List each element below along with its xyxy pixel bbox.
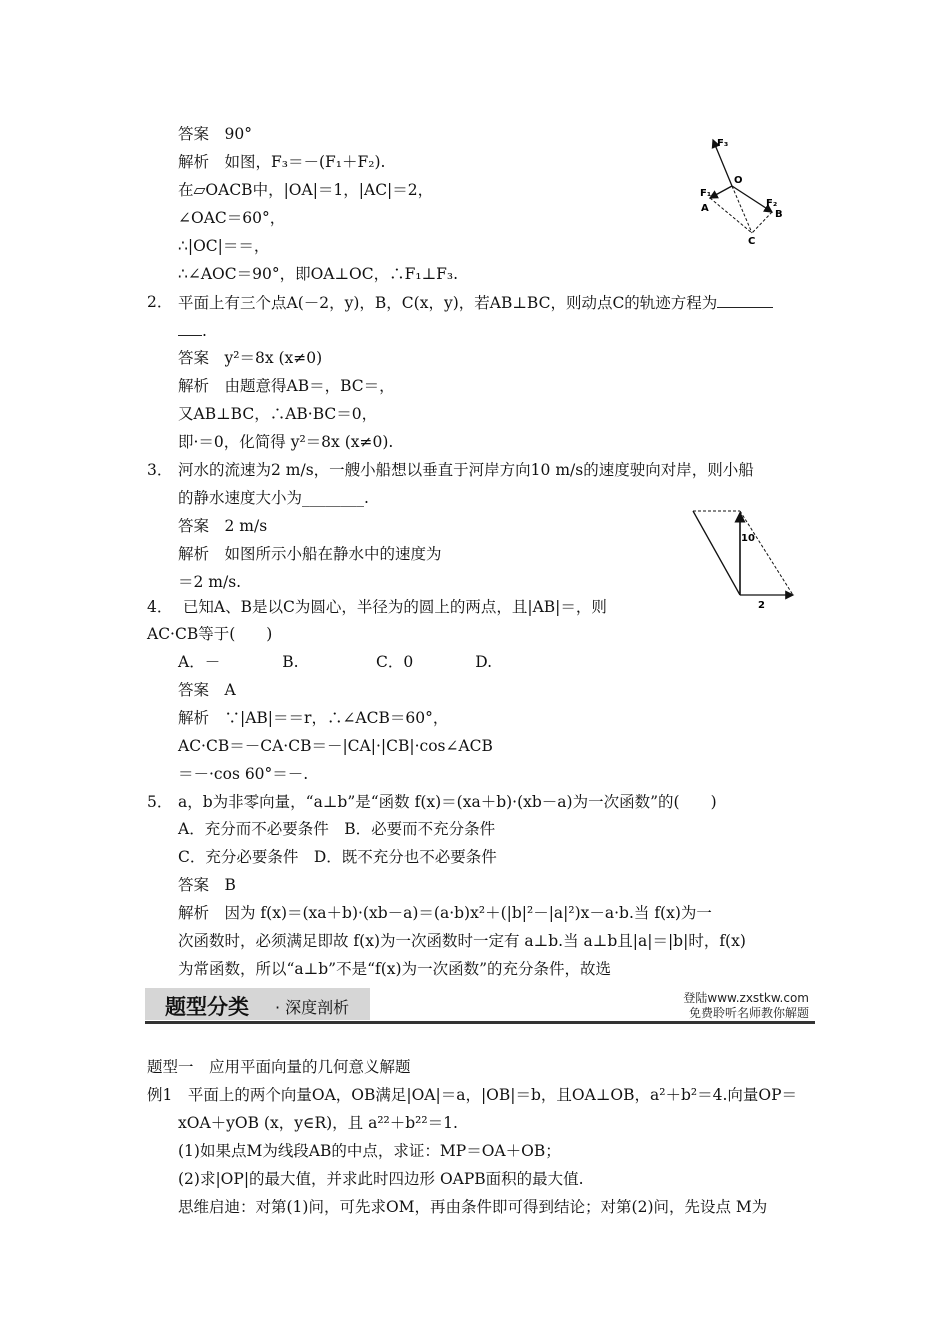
velocity-diagram <box>688 505 800 613</box>
q2-stem: 平面上有三个点A(－2，y)，B，C(x，y)，若AB⊥BC，则动点C的轨迹方程为 <box>178 292 773 313</box>
right-side <box>740 511 793 595</box>
q4-answer: 答案 A <box>178 681 236 699</box>
q4-number: 4． <box>147 598 173 616</box>
q4-analysis-3: ＝－·cos 60°＝－. <box>178 765 309 783</box>
banner-rule <box>145 1021 815 1024</box>
q4-stem-2: AC·CB等于( ) <box>147 625 273 643</box>
q4-options: A．－ B. C．0 D. <box>178 653 493 671</box>
q2-number: 2． <box>147 293 173 311</box>
ac-side <box>710 198 752 233</box>
label-10: 10 <box>741 533 755 544</box>
f1-vector <box>710 186 732 198</box>
q3-analysis-1: 解析 如图所示小船在静水中的速度为 <box>178 545 442 563</box>
q1-analysis-5: ∴∠AOC＝90°，即OA⊥OC，∴F₁⊥F₃. <box>178 265 459 283</box>
q1-answer: 答案 90° <box>178 125 252 143</box>
label-c: C <box>748 236 756 247</box>
banner-subtitle: · 深度剖析 <box>275 998 350 1017</box>
q5-number: 5． <box>147 793 173 811</box>
q3-answer: 答案 2 m/s <box>178 517 268 535</box>
q2-analysis-3: 即·＝0，化简得 y²＝8x (x≠0). <box>178 433 394 451</box>
q5-options-1: A．充分而不必要条件 B．必要而不充分条件 <box>178 820 496 838</box>
q5-analysis-2: 次函数时，必须满足即故 f(x)为一次函数时一定有 a⊥b.当 a⊥b且|a|＝|b|时，f(x) <box>178 932 746 950</box>
q1-analysis-3: ∠OAC＝60°， <box>178 209 286 227</box>
q4-analysis-2: AC·CB＝－CA·CB＝－|CA|·|CB|·cos∠ACB <box>178 737 493 755</box>
label-f2: F₂ <box>766 198 778 209</box>
section-heading: 题型一 应用平面向量的几何意义解题 <box>147 1058 411 1076</box>
force-diagram <box>690 128 800 250</box>
q5-options-2: C．充分必要条件 D．既不充分也不必要条件 <box>178 848 497 866</box>
bc-side <box>752 212 772 233</box>
label-2: 2 <box>758 600 765 611</box>
q2-blank-end: . <box>178 320 207 341</box>
q5-analysis-3: 为常函数，所以“a⊥b”不是“f(x)为一次函数”的充分条件，故选 <box>178 960 612 978</box>
q3-stem-1: 河水的流速为2 m/s，一艘小船想以垂直于河岸方向10 m/s的速度驶向对岸，则小船 <box>178 461 754 479</box>
q1-analysis-2: 在▱OACB中，|OA|＝1，|AC|＝2， <box>178 181 434 199</box>
label-f1: F₁ <box>700 188 712 199</box>
banner-title: 题型分类 <box>165 995 249 1019</box>
banner-tagline: 免费聆听名师教你解题 <box>688 1006 809 1020</box>
section-banner <box>145 985 815 1027</box>
q3-number: 3． <box>147 461 173 479</box>
label-a: A <box>701 203 709 214</box>
q3-analysis-2: ＝2 m/s. <box>178 573 242 591</box>
q1-analysis-4: ∴|OC|＝＝， <box>178 237 270 255</box>
example1-part-2: (2)求|OP|的最大值，并求此时四边形 OAPB面积的最大值. <box>178 1170 584 1188</box>
q4-stem-1: 已知A、B是以C为圆心，半径为的圆上的两点，且|AB|＝，则 <box>178 598 607 616</box>
left-side <box>693 511 740 595</box>
hint-line: 思维启迪：对第(1)问，可先求OM，再由条件即可得到结论；对第(2)问，先设点 M为 <box>178 1198 768 1216</box>
q2-answer: 答案 y²＝8x (x≠0) <box>178 349 323 367</box>
q2-analysis-2: 又AB⊥BC，∴AB·BC＝0， <box>178 405 378 423</box>
label-o: O <box>734 175 743 186</box>
q1-analysis-1: 解析 如图，F₃＝－(F₁＋F₂). <box>178 153 386 171</box>
q2-analysis-1: 解析 由题意得AB＝，BC＝， <box>178 377 395 395</box>
label-b: B <box>775 209 783 220</box>
banner-site-link: 登陆www.zxstkw.com <box>683 991 809 1005</box>
label-f3: F₃ <box>717 138 729 149</box>
q5-stem: a，b为非零向量，“a⊥b”是“函数 f(x)＝(xa＋b)·(xb－a)为一次函数”的( ) <box>178 793 717 811</box>
q5-answer: 答案 B <box>178 876 236 894</box>
example1-line-2: xOA＋yOB (x，y∈R)，且 a²²＋b²²＝1. <box>178 1114 458 1132</box>
example1-part-1: (1)如果点M为线段AB的中点，求证：MP＝OA＋OB； <box>178 1142 561 1160</box>
q3-stem-2: 的静水速度大小为________. <box>178 489 369 507</box>
example1-line-1: 例1 平面上的两个向量OA，OB满足|OA|＝a，|OB|＝b，且OA⊥OB，a²＋b²＝4.向量OP＝ <box>147 1086 798 1104</box>
q5-analysis-1: 解析 因为 f(x)＝(xa＋b)·(xb－a)＝(a·b)x²＋(|b|²－|a|²)x－a·b.当 f(x)为一 <box>178 904 712 922</box>
q4-analysis-1: 解析 ∵|AB|＝＝r，∴∠ACB＝60°， <box>178 709 449 727</box>
